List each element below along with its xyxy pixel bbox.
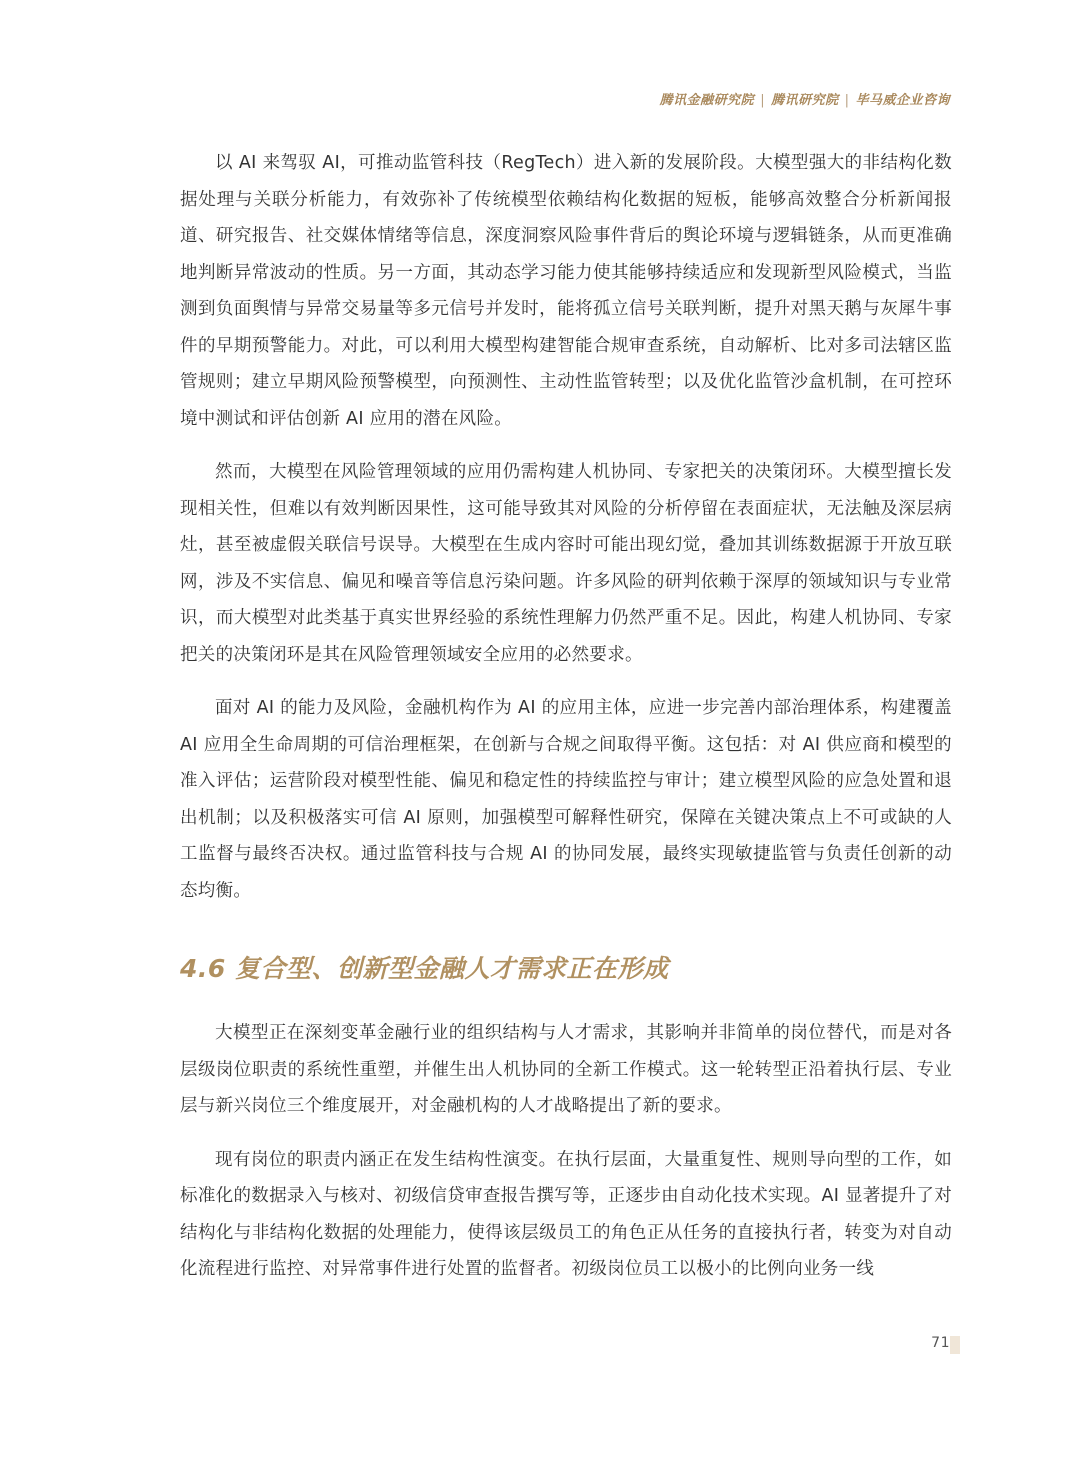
header-separator: | bbox=[844, 93, 850, 108]
body-paragraph: 以 AI 来驾驭 AI，可推动监管科技（RegTech）进入新的发展阶段。大模型强大的非结构化数据处理与关联分析能力，有效弥补了传统模型依赖结构化数据的短板，能够高效整合分析新闻报道、研究报告、社交媒体情绪等信息，深度洞察风险事件背后的舆论环境与逻辑链条，从而更准确地判断异常波动的性质。另一方面，其动态学习能力使其能够持续适应和发现新型风险模式，当监测到负面舆情与异常交易量等多元信号并发时，能将孤立信号关联判断，提升对黑天鹅与灰犀牛事件的早期预警能力。对此，可以利用大模型构建智能合规审查系统，自动解析、比对多司法辖区监管规则；建立早期风险预警模型，向预测性、主动性监管转型；以及优化监管沙盒机制，在可控环境中测试和评估创新 AI 应用的潜在风险。 bbox=[180, 153, 952, 429]
header-org-kpmg: 毕马威企业咨询 bbox=[855, 93, 950, 108]
header-org-tencent-research: 腾讯研究院 bbox=[771, 93, 839, 108]
body-paragraph: 然而，大模型在风险管理领域的应用仍需构建人机协同、专家把关的决策闭环。大模型擅长发现相关性，但难以有效判断因果性，这可能导致其对风险的分析停留在表面症状，无法触及深层病灶，甚至被虚假关联信号误导。大模型在生成内容时可能出现幻觉，叠加其训练数据源于开放互联网，涉及不实信息、偏见和噪音等信息污染问题。许多风险的研判依赖于深厚的领域知识与专业常识，而大模型对此类基于真实世界经验的系统性理解力仍然严重不足。因此，构建人机协同、专家把关的决策闭环是其在风险管理领域安全应用的必然要求。 bbox=[180, 462, 952, 665]
page-body bbox=[180, 145, 952, 1288]
running-header bbox=[660, 89, 950, 108]
section-paragraph: 现有岗位的职责内涵正在发生结构性演变。在执行层面，大量重复性、规则导向型的工作，如标准化的数据录入与核对、初级信贷审查报告撰写等，正逐步由自动化技术实现。AI 显著提升了对结构化与非结构化数据的处理能力，使得该层级员工的角色正从任务的直接执行者，转变为对自动化流程进行监控、对异常事件进行处置的监督者。初级岗位员工以极小的比例向业务一线 bbox=[180, 1149, 952, 1279]
body-paragraph: 面对 AI 的能力及风险，金融机构作为 AI 的应用主体，应进一步完善内部治理体系，构建覆盖 AI 应用全生命周期的可信治理框架，在创新与合规之间取得平衡。这包括：对 AI 供应商和模型的准入评估；运营阶段对模型性能、偏见和稳定性的持续监控与审计；建立模型风险的应急处置和退出机制；以及积极落实可信 AI 原则，加强模型可解释性研究，保障在关键决策点上不可或缺的人工监督与最终否决权。通过监管科技与合规 AI 的协同发展，最终实现敏捷监管与负责任创新的动态均衡。 bbox=[180, 698, 952, 901]
header-separator: | bbox=[760, 93, 766, 108]
section-paragraph: 大模型正在深刻变革金融行业的组织结构与人才需求，其影响并非简单的岗位替代，而是对各层级岗位职责的系统性重塑，并催生出人机协同的全新工作模式。这一轮转型正沿着执行层、专业层与新兴岗位三个维度展开，对金融机构的人才战略提出了新的要求。 bbox=[180, 1023, 952, 1116]
page-number: 71 bbox=[931, 1335, 950, 1351]
section-heading: 4.6 复合型、创新型金融人才需求正在形成 bbox=[180, 954, 669, 983]
page-tab-decoration bbox=[950, 1336, 960, 1354]
header-org-tencent-fintech: 腾讯金融研究院 bbox=[659, 93, 755, 108]
